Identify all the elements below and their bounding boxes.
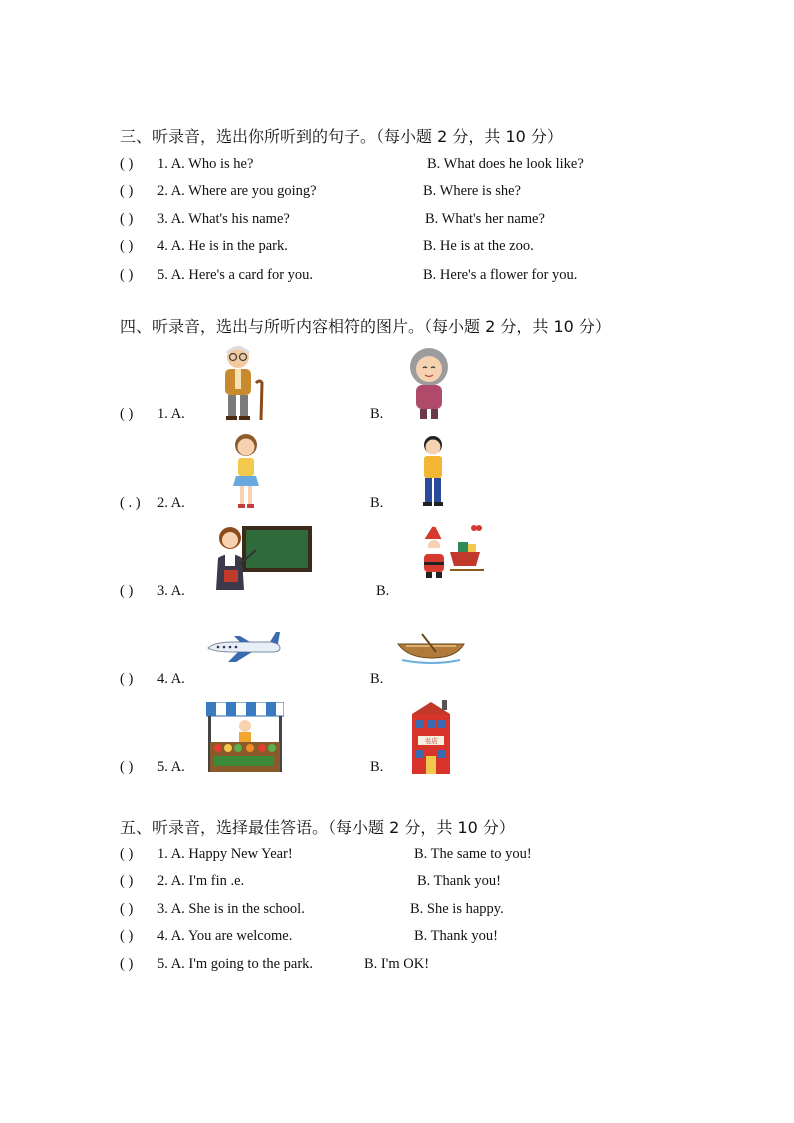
airplane-icon[interactable] — [204, 628, 282, 664]
answer-blank[interactable]: ( ) — [120, 238, 134, 254]
option-b: B. — [376, 583, 390, 599]
option-b: B. — [370, 406, 384, 422]
answer-blank[interactable]: ( ) — [120, 267, 134, 283]
section-3-heading: 三、听录音，选出你所听到的句子。（每小题 2 分，共 10 分） — [120, 127, 563, 146]
option-a: 2. A. I'm fin .e. — [157, 873, 245, 889]
bookstore-icon[interactable] — [408, 700, 454, 776]
girl-icon[interactable] — [228, 432, 264, 510]
option-b: B. He is at the zoo. — [423, 238, 534, 254]
option-a: 1. A. Happy New Year! — [157, 846, 293, 862]
section-5-heading: 五、听录音，选择最佳答语。（每小题 2 分，共 10 分） — [120, 818, 515, 837]
answer-blank[interactable]: ( ) — [120, 406, 134, 422]
option-b: B. — [370, 671, 384, 687]
option-a: 2. A. Where are you going? — [157, 183, 317, 199]
option-b: B. I'm OK! — [364, 956, 430, 972]
option-b: B. Thank you! — [414, 928, 498, 944]
section-4-heading: 四、听录音，选出与所听内容相符的图片。（每小题 2 分，共 10 分） — [120, 317, 611, 336]
option-a: 4. A. — [157, 671, 185, 687]
list-item — [120, 331, 680, 423]
list-item — [120, 684, 680, 776]
answer-blank[interactable]: ( ) — [120, 671, 134, 687]
option-b: B. What does he look like? — [427, 156, 584, 172]
option-a: 2. A. — [157, 495, 185, 511]
teacher-icon[interactable] — [212, 524, 314, 592]
option-a: 3. A. What's his name? — [157, 211, 290, 227]
option-a: 3. A. — [157, 583, 185, 599]
market-stall-icon[interactable] — [206, 702, 284, 774]
bookstore-sign: 书店 — [424, 737, 438, 746]
option-a: 4. A. He is in the park. — [157, 238, 288, 254]
answer-blank[interactable]: ( ) — [120, 156, 134, 172]
option-b: B. — [370, 759, 384, 775]
list-item — [120, 508, 680, 600]
option-a: 1. A. Who is he? — [157, 156, 254, 172]
answer-blank[interactable]: ( ) — [120, 846, 134, 862]
option-a: 3. A. She is in the school. — [157, 901, 305, 917]
option-a: 5. A. — [157, 759, 185, 775]
option-b: B. What's her name? — [425, 211, 545, 227]
option-b: B. She is happy. — [410, 901, 504, 917]
option-b: B. The same to you! — [414, 846, 532, 862]
boy-icon[interactable] — [418, 434, 448, 508]
answer-blank[interactable]: ( ) — [120, 928, 134, 944]
option-b: B. — [370, 495, 384, 511]
answer-blank[interactable]: ( ) — [120, 873, 134, 889]
option-a: 4. A. You are welcome. — [157, 928, 293, 944]
option-b: B. Where is she? — [423, 183, 521, 199]
santa-claus-icon[interactable] — [416, 522, 486, 580]
grandma-icon[interactable] — [404, 345, 454, 421]
answer-blank[interactable]: ( . ) — [120, 495, 141, 511]
boat-icon[interactable] — [396, 630, 466, 664]
option-b: B. Here's a flower for you. — [423, 267, 578, 283]
grandpa-icon[interactable] — [216, 343, 268, 421]
option-a: 5. A. I'm going to the park. — [157, 956, 314, 972]
answer-blank[interactable]: ( ) — [120, 901, 134, 917]
option-a: 5. A. Here's a card for you. — [157, 267, 314, 283]
answer-blank[interactable]: ( ) — [120, 956, 134, 972]
option-a: 1. A. — [157, 406, 185, 422]
option-b: B. Thank you! — [417, 873, 501, 889]
answer-blank[interactable]: ( ) — [120, 183, 134, 199]
list-item — [120, 420, 680, 512]
answer-blank[interactable]: ( ) — [120, 211, 134, 227]
answer-blank[interactable]: ( ) — [120, 759, 134, 775]
answer-blank[interactable]: ( ) — [120, 583, 134, 599]
list-item — [120, 596, 680, 688]
